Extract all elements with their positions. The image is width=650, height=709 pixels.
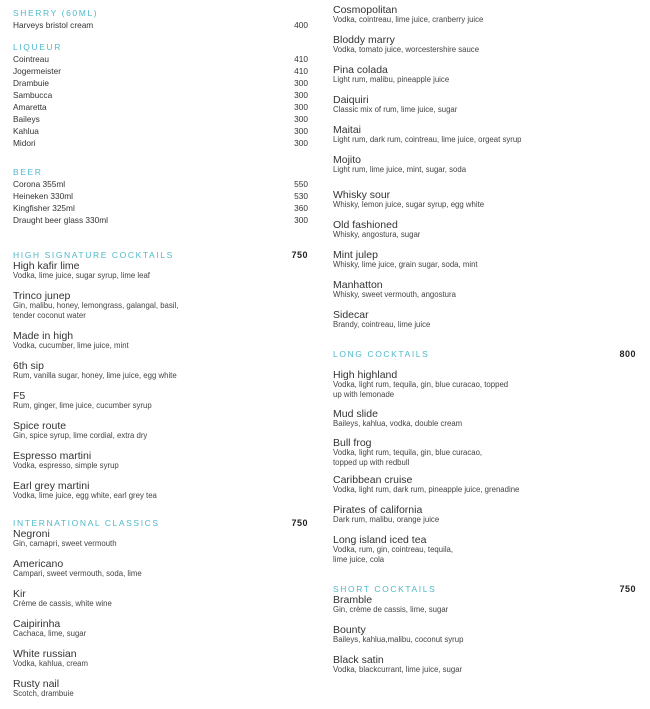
section-title: SHERRY (60ML) [13, 8, 99, 18]
section-price: 750 [291, 250, 308, 260]
section-short-cocktails [333, 584, 636, 685]
section-header [333, 349, 636, 370]
item-name: Negroni [13, 528, 50, 540]
menu-item [13, 101, 308, 113]
item-name: Earl grey martini [13, 480, 90, 492]
menu-item [13, 679, 308, 699]
item-description: Vodka, light rum, tequila, gin, blue curacao, topped up with redbull [333, 448, 483, 467]
item-name: Jogermeister [13, 66, 61, 76]
item-price: 400 [294, 20, 308, 30]
item-description: Gin, malibu, honey, lemongrass, galangal, basil, tender coconut water [13, 301, 179, 320]
section-title: BEER [13, 167, 43, 177]
item-name: Caipirinha [13, 618, 61, 630]
item-description: Gin, spice syrup, lime cordial, extra dry [13, 431, 148, 440]
menu-item [13, 214, 308, 226]
item-name: Cosmopolitan [333, 4, 398, 16]
item-name: Heineken 330ml [13, 191, 73, 201]
item-name: Bramble [333, 594, 373, 606]
item-name: Drambuie [13, 78, 49, 88]
item-name: Kir [13, 588, 26, 600]
item-description: Light rum, lime juice, mint, sugar, soda [333, 165, 467, 174]
item-description: Vodka, blackcurrant, lime juice, sugar [333, 665, 463, 674]
item-name: Made in high [13, 330, 74, 342]
menu-item [333, 35, 636, 55]
menu-item [13, 619, 308, 639]
section-header [13, 518, 308, 529]
item-name: Daiquiri [333, 94, 369, 106]
menu-item [13, 137, 308, 149]
section-liqueur [13, 42, 308, 149]
item-description: Baileys, kahlua, vodka, double cream [333, 419, 463, 428]
menu-item [333, 155, 636, 175]
menu-item [333, 370, 636, 400]
item-description: Light rum, malibu, pineapple juice [333, 75, 450, 84]
item-name: Sambucca [13, 90, 53, 100]
section-header [13, 42, 308, 53]
section-header [13, 167, 308, 178]
menu-item [13, 559, 308, 579]
menu-item [13, 261, 308, 281]
menu-item [13, 19, 308, 31]
item-description: Campari, sweet vermouth, soda, lime [13, 569, 142, 578]
item-name: Bull frog [333, 437, 372, 449]
item-description: Rum, vanilla sugar, honey, lime juice, egg white [13, 371, 177, 380]
menu-item [333, 409, 636, 429]
item-price: 360 [294, 203, 308, 213]
section-beer [13, 167, 308, 226]
item-name: Trinco junep [13, 290, 71, 302]
item-description: Vodka, light rum, dark rum, pineapple juice, grenadine [333, 485, 520, 494]
item-name: Americano [13, 558, 64, 570]
menu-item [333, 475, 636, 495]
section-header [333, 584, 636, 595]
item-name: Sidecar [333, 309, 369, 321]
item-name: Bounty [333, 624, 366, 636]
item-name: Maitai [333, 124, 362, 136]
menu-item [13, 65, 308, 77]
item-name: Kahlua [13, 126, 39, 136]
section-international-classics [13, 518, 308, 709]
item-description: Brandy, cointreau, lime juice [333, 320, 431, 329]
section-title: LIQUEUR [13, 42, 62, 52]
menu-item [13, 113, 308, 125]
item-description: Gin, crème de cassis, lime, sugar [333, 605, 449, 614]
menu-item [13, 331, 308, 351]
item-description: Vodka, rum, gin, cointreau, tequila, lime juice, cola [333, 545, 454, 564]
menu-item [333, 190, 636, 210]
menu-item [333, 310, 636, 330]
menu-item [333, 505, 636, 525]
item-name: Amaretta [13, 102, 47, 112]
section-long-cocktails [333, 349, 636, 574]
item-name: Mud slide [333, 408, 378, 420]
menu-item [13, 451, 308, 471]
item-name: Harveys bristol cream [13, 20, 94, 30]
item-name: Mojito [333, 154, 362, 166]
item-description: Dark rum, malibu, orange juice [333, 515, 440, 524]
item-description: Light rum, dark rum, cointreau, lime juice, orgeat syrup [333, 135, 522, 144]
item-price: 410 [294, 54, 308, 64]
item-price: 300 [294, 215, 308, 225]
item-name: Cointreau [13, 54, 49, 64]
menu-item [333, 655, 636, 675]
menu-item [333, 95, 636, 115]
menu-item [333, 625, 636, 645]
menu-item [13, 178, 308, 190]
item-description: Vodka, cointreau, lime juice, cranberry juice [333, 15, 484, 24]
section-price: 800 [619, 349, 636, 359]
item-description: Gin, camapri, sweet vermouth [13, 539, 117, 548]
item-price: 300 [294, 102, 308, 112]
menu-item [13, 529, 308, 549]
menu-item [13, 421, 308, 441]
menu-item [13, 589, 308, 609]
menu-item [13, 291, 308, 321]
menu-item [333, 5, 636, 25]
menu-item [13, 77, 308, 89]
section-title: LONG COCKTAILS [333, 349, 430, 359]
item-description: Scotch, drambuie [13, 689, 74, 698]
item-name: Spice route [13, 420, 67, 432]
item-description: Whisky, sweet vermouth, angostura [333, 290, 456, 299]
menu-item [333, 595, 636, 615]
item-description: Rum, ginger, lime juice, cucumber syrup [13, 401, 152, 410]
item-name: Espresso martini [13, 450, 92, 462]
item-price: 300 [294, 90, 308, 100]
item-name: Long island iced tea [333, 534, 427, 546]
section-title: HIGH SIGNATURE COCKTAILS [13, 250, 174, 260]
item-name: Caribbean cruise [333, 474, 413, 486]
item-description: Whisky, angostura, sugar [333, 230, 421, 239]
item-description: Vodka, light rum, tequila, gin, blue curacao, topped up with lemonade [333, 380, 509, 399]
item-price: 300 [294, 126, 308, 136]
item-price: 300 [294, 138, 308, 148]
item-name: Baileys [13, 114, 40, 124]
menu-item [13, 649, 308, 669]
item-name: Pina colada [333, 64, 388, 76]
item-name: Old fashioned [333, 219, 398, 231]
item-name: F5 [13, 390, 26, 402]
item-description: Vodka, espresso, simple syrup [13, 461, 119, 470]
menu-item [13, 53, 308, 65]
item-description: Whisky, lemon juice, sugar syrup, egg white [333, 200, 485, 209]
item-description: Vodka, lime juice, sugar syrup, lime leaf [13, 271, 150, 280]
menu-item [333, 125, 636, 145]
item-description: Vodka, kahlua, cream [13, 659, 88, 668]
section-header [13, 250, 308, 261]
section-high-signature-cocktails [13, 250, 308, 511]
item-description: Classic mix of rum, lime juice, sugar [333, 105, 458, 114]
item-name: High kafir lime [13, 260, 80, 272]
section-price: 750 [291, 518, 308, 528]
item-description: Baileys, kahlua,malibu, coconut syrup [333, 635, 464, 644]
item-name: Pirates of california [333, 504, 423, 516]
menu-item [13, 125, 308, 137]
item-name: High highland [333, 369, 398, 381]
menu-item [333, 280, 636, 300]
section-header [13, 8, 308, 19]
section-title: INTERNATIONAL CLASSICS [13, 518, 160, 528]
item-description: Cachaca, lime, sugar [13, 629, 87, 638]
item-description: Vodka, lime juice, egg white, earl grey tea [13, 491, 157, 500]
menu-item [333, 535, 636, 565]
item-name: Midori [13, 138, 36, 148]
item-price: 410 [294, 66, 308, 76]
item-name: Corona 355ml [13, 179, 66, 189]
item-description: Vodka, cucumber, lime juice, mint [13, 341, 129, 350]
menu-item [13, 481, 308, 501]
menu-item [333, 220, 636, 240]
menu-item [333, 250, 636, 270]
item-price: 300 [294, 78, 308, 88]
item-price: 550 [294, 179, 308, 189]
item-name: 6th sip [13, 360, 44, 372]
item-name: Whisky sour [333, 189, 391, 201]
menu-item [13, 361, 308, 381]
item-name: Draught beer glass 330ml [13, 215, 109, 225]
item-price: 300 [294, 114, 308, 124]
item-name: Manhatton [333, 279, 383, 291]
menu-item [13, 190, 308, 202]
menu-item [13, 89, 308, 101]
section-title: SHORT COCKTAILS [333, 584, 437, 594]
menu-item [13, 202, 308, 214]
menu-item [333, 438, 636, 468]
item-name: Rusty nail [13, 678, 60, 690]
item-description: Vodka, tomato juice, worcestershire sauce [333, 45, 480, 54]
menu-item [13, 391, 308, 411]
item-price: 530 [294, 191, 308, 201]
item-name: Bloddy marry [333, 34, 395, 46]
item-name: White russian [13, 648, 77, 660]
section-international-classics-continued [333, 5, 636, 340]
section-sherry [13, 8, 308, 31]
item-description: Whisky, lime juice, grain sugar, soda, mint [333, 260, 478, 269]
item-name: Mint julep [333, 249, 378, 261]
section-price: 750 [619, 584, 636, 594]
item-description: Crème de cassis, white wine [13, 599, 112, 608]
menu-item [333, 65, 636, 85]
item-name: Black satin [333, 654, 384, 666]
item-name: Kingfisher 325ml [13, 203, 75, 213]
